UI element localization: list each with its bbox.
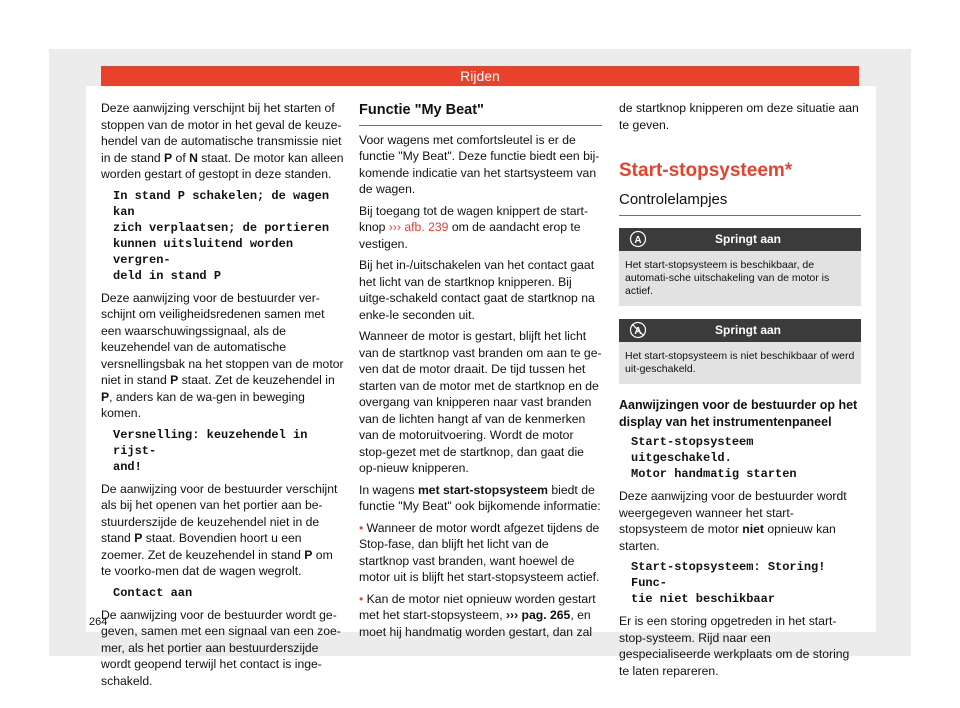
column-middle xyxy=(359,100,602,645)
paragraph: Voor wagens met comfortsleutel is er de functie "My Beat". Deze functie biedt een bij-komende indicatie van het startsysteem van de wagen. xyxy=(359,132,600,196)
paragraph: Deze aanwijzing voor de bestuurder wordt weergegeven wanneer het start-stopsysteem de motor niet opnieuw kan starten. xyxy=(619,489,847,553)
warning-lamp-header: A Springt aan xyxy=(619,319,861,342)
paragraph: Er is een storing opgetreden in het start-stop-systeem. Rijd naar een gespecialiseerde werkplaats om de storing te laten repareren. xyxy=(619,614,850,678)
display-message: Start-stopsysteem uitgeschakeld. Motor handmatig starten xyxy=(631,435,797,481)
svg-text:A: A xyxy=(634,326,642,337)
start-stop-disabled-icon xyxy=(629,321,647,339)
paragraph: Bij toegang tot de wagen knippert de start-knop ››› afb. 239 om de aandacht erop te vestigen. xyxy=(359,203,588,251)
subsection-heading: Aanwijzingen voor de bestuurder op het display van het instrumentenpaneel xyxy=(619,398,858,429)
paragraph: de startknop knipperen om deze situatie aan te geven. xyxy=(619,101,859,132)
display-message: In stand P schakelen; de wagen kan zich verplaatsen; de portieren kunnen uitsluitend worden vergren- deld in stand P xyxy=(113,188,330,283)
paragraph: Wanneer de motor is gestart, blijft het licht van de startknop vast branden om aan te ge-ven dat de motor draait. De tijd tussen het starten van de motor met de startknop en de overgang van knipperen naar vast branden van de lichten hangt af van de kenmerken van de motoruitvoering. Wordt de motor stop-gezet met de startknop, dan gaat die op-nieuw knipperen. xyxy=(359,329,602,475)
display-message: Start-stopsysteem: Storing! Func- tie niet beschikbaar xyxy=(631,560,826,606)
column-left xyxy=(101,100,346,694)
paragraph: De aanwijzing voor de bestuurder verschijnt als bij het openen van het portier aan be-stuurderszijde de keuzehendel niet in de stand P staat. Bovendien hoort u een zoemer. Zet de keuzehendel in stand P om te voorko-men dat de wagen wegrolt. xyxy=(101,481,338,578)
svg-text:A: A xyxy=(634,235,642,246)
warning-lamp-header: A Springt aan xyxy=(619,228,861,251)
bullet-icon: • xyxy=(359,520,364,535)
bullet-icon: • xyxy=(359,591,364,606)
bullet-item: • Wanneer de motor wordt afgezet tijdens de Stop-fase, dan blijft het licht van de startknop vast branden, want hoewel de motor uit is blijft het start-stopsysteem actief. xyxy=(359,520,600,584)
paragraph: Deze aanwijzing voor de bestuurder ver-schijnt om veiligheidsredenen samen met een waarschuwingssignaal, als de keuzehendel van de automatische versnellingsbak na het stoppen van de motor niet in stand P staat. Zet de keuzehendel in P, anders kan de wa-gen in beweging komen. xyxy=(101,290,344,420)
warning-lamp-description: Het start-stopsysteem is niet beschikbaar of werd uit-geschakeld. xyxy=(619,342,861,384)
section-heading: Functie "My Beat" xyxy=(359,102,602,126)
page-reference-link[interactable]: ››› pag. 265 xyxy=(505,608,571,622)
chapter-heading: Start-stopsysteem* xyxy=(619,160,793,181)
paragraph: In wagens met start-stopsysteem biedt de functie "My Beat" ook bijkomende informatie: xyxy=(359,482,601,513)
section-header: Rijden xyxy=(101,66,859,86)
paragraph: De aanwijzing voor de bestuurder wordt ge-geven, samen met een signaal van een zoe-mer, als het portier aan bestuurderszijde wordt geopend terwijl het contact is inge-schakeld. xyxy=(101,607,341,688)
section-heading: Controlelampjes xyxy=(619,192,861,217)
display-message: Contact aan xyxy=(113,585,193,600)
figure-reference-link[interactable]: ››› afb. 239 xyxy=(388,220,449,234)
bullet-item: • Kan de motor niet opnieuw worden gestart met het start-stopsysteem, ››› pag. 265, en moet hij handmatig worden gestart, dan zal xyxy=(359,591,596,639)
paragraph: Bij het in-/uitschakelen van het contact gaat het licht van de startknop knipperen. Bij uitge-schakeld contact gaat de startknop na enke-le seconden uit. xyxy=(359,258,595,322)
paragraph: Deze aanwijzing verschijnt bij het starten of stoppen van de motor in het geval de keuze-hendel van de automatische transmissie niet in de stand P of N staat. De motor kan alleen worden gestart of gestopt in deze standen. xyxy=(101,101,344,181)
display-message: Versnelling: keuzehendel in rijst- and! xyxy=(113,427,308,474)
warning-lamp-description: Het start-stopsysteem is beschikbaar, de automati-sche uitschakeling van de motor is actief. xyxy=(619,251,861,306)
start-stop-active-icon xyxy=(629,230,647,248)
column-right xyxy=(619,100,861,684)
page-number: 264 xyxy=(89,616,108,628)
